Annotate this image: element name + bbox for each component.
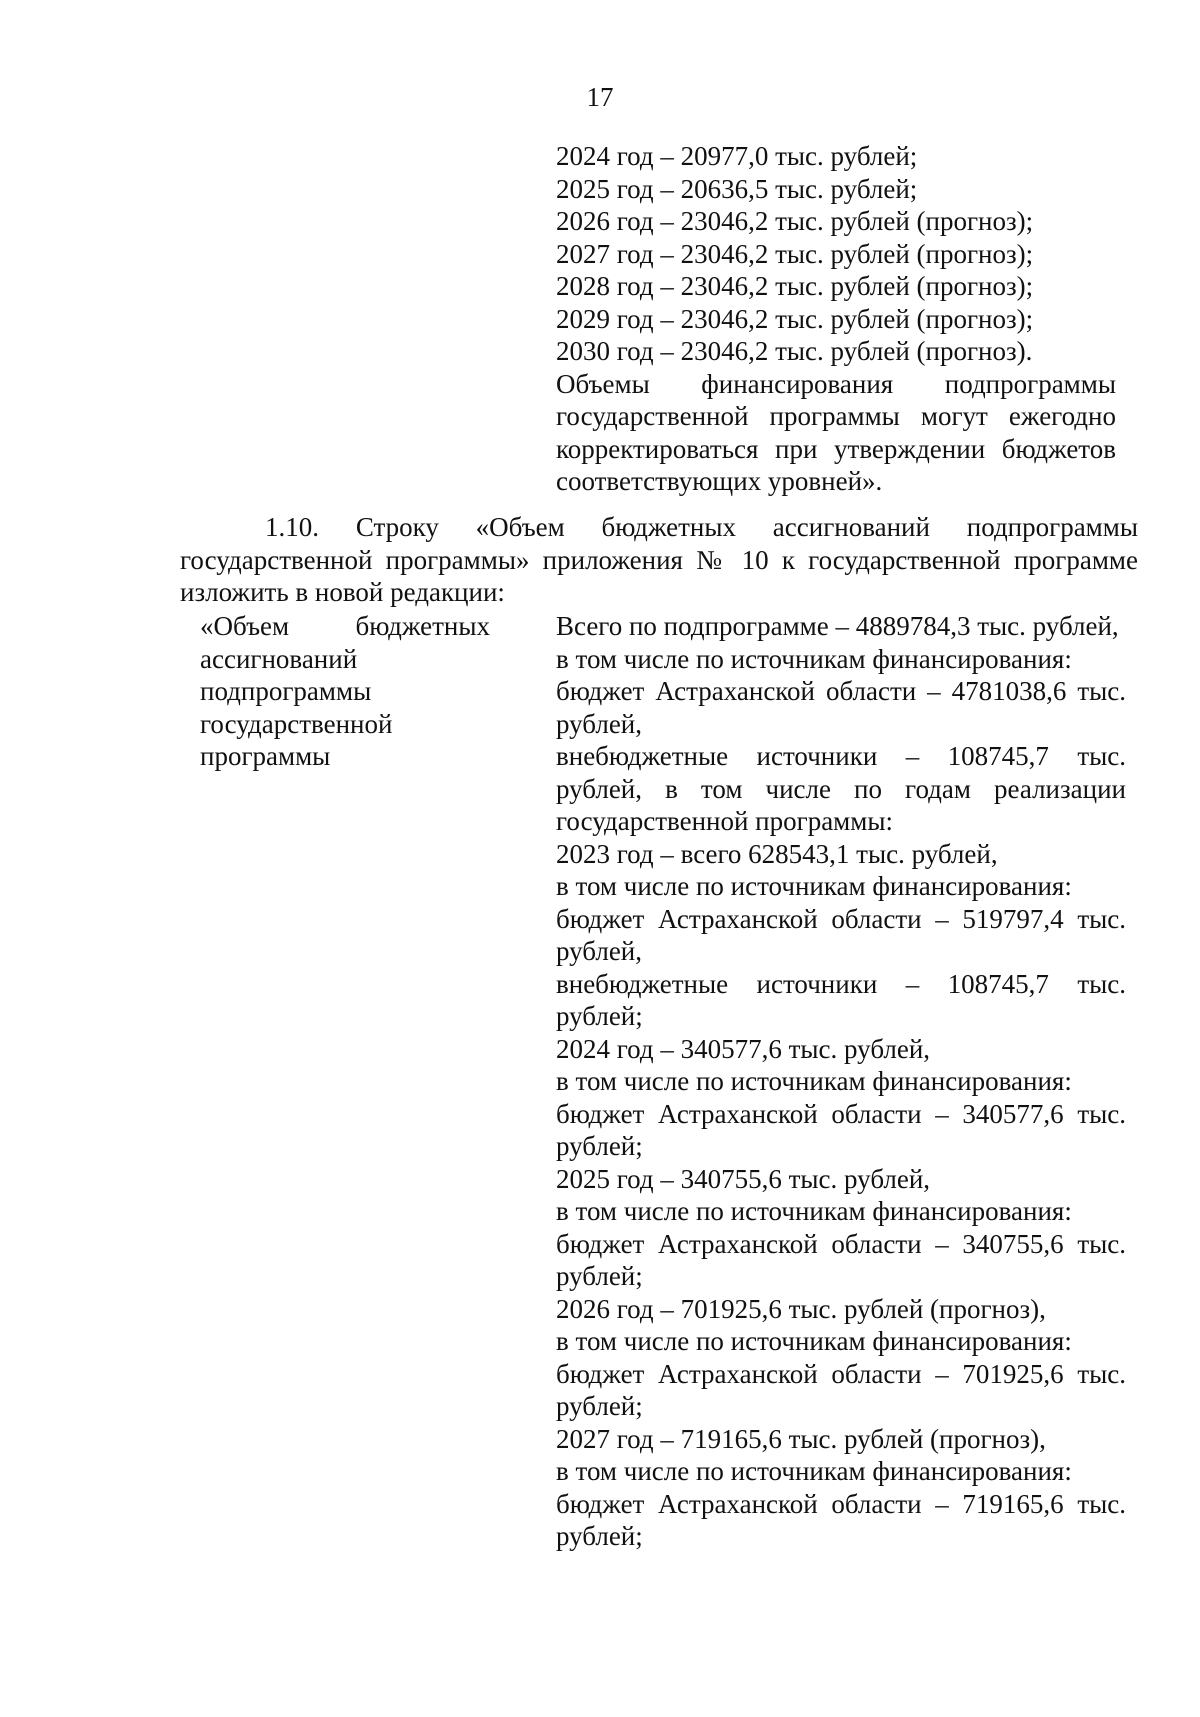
year-line: 2030 год – 23046,2 тыс. рублей (прогноз). [556,336,1033,366]
budget-line: 2023 год – всего 628543,1 тыс. рублей, [556,838,998,869]
budget-line: бюджет Астраханской области – 340577,6 тыс. рублей; [556,1098,1126,1161]
budget-line: бюджет Астраханской области – 519797,4 тыс. рублей, [556,903,1126,966]
budget-line: в том числе по источникам финансирования: [556,1456,1072,1486]
budget-line: 2025 год – 340755,6 тыс. рублей, [556,1163,931,1194]
year-line: 2029 год – 23046,2 тыс. рублей (прогноз); [556,303,1034,334]
year-line: 2027 год – 23046,2 тыс. рублей (прогноз); [556,238,1034,269]
budget-line: внебюджетные источники – 108745,7 тыс. рублей, в том числе по годам реализации государственной программы: [556,741,1126,836]
section-paragraph: 1.10. Строку «Объем бюджетных ассигнований подпрограммы государственной программы» приложения № 10 к государственной программе изложить в новой редакции: [180,512,1138,607]
budget-line: 2026 год – 701925,6 тыс. рублей (прогноз), [556,1293,1046,1324]
year-line: 2028 год – 23046,2 тыс. рублей (прогноз); [556,271,1034,301]
year-line: 2024 год – 20977,0 тыс. рублей; [556,141,918,171]
budget-line: в том числе по источникам финансирования: [556,871,1072,901]
budget-line: Всего по подпрограмме – 4889784,3 тыс. рублей, [556,611,1119,641]
budget-line: бюджет Астраханской области – 701925,6 тыс. рублей; [556,1358,1126,1421]
page-number: 17 [586,82,614,112]
budget-line: бюджет Астраханской области – 719165,6 тыс. рублей; [556,1488,1126,1551]
financing-by-year-block [556,140,1116,498]
budget-line: бюджет Астраханской области – 340755,6 тыс. рублей; [556,1228,1126,1291]
budget-line: бюджет Астраханской области – 4781038,6 тыс. рублей, [556,676,1126,739]
budget-line: 2024 год – 340577,6 тыс. рублей, [556,1033,931,1064]
budget-line: в том числе по источникам финансирования: [556,1326,1072,1356]
table-left-label: «Объем бюджетных ассигнований подпрограммы государственной программы [200,611,490,771]
budget-line: в том числе по источникам финансирования: [556,1066,1072,1096]
budget-line: 2027 год – 719165,6 тыс. рублей (прогноз), [556,1423,1046,1454]
budget-line: внебюджетные источники – 108745,7 тыс. рублей; [556,968,1126,1031]
year-line: 2026 год – 23046,2 тыс. рублей (прогноз); [556,206,1034,236]
table-right-content [556,610,1126,1553]
budget-line: в том числе по источникам финансирования: [556,643,1072,674]
year-line: 2025 год – 20636,5 тыс. рублей; [556,173,918,204]
financing-note: Объемы финансирования подпрограммы государственной программы могут ежегодно корректироваться при утверждении бюджетов соответствующих уровней». [556,368,1116,496]
budget-line: в том числе по источникам финансирования: [556,1196,1072,1226]
